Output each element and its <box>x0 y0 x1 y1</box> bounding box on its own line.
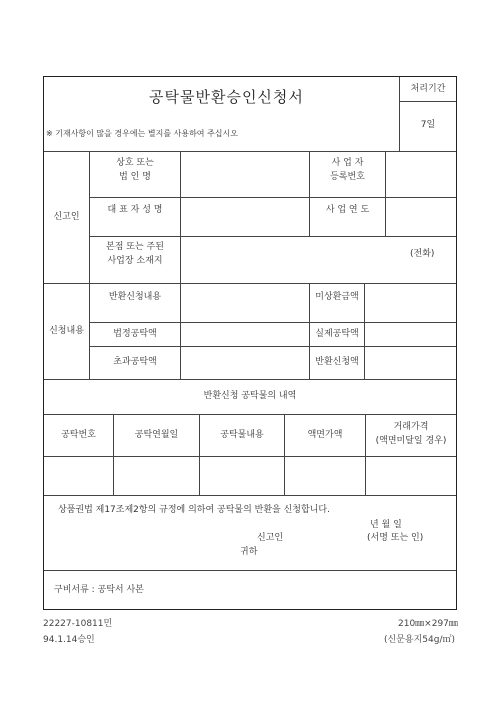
attachment-note: 구비서류 : 공탁서 사본 <box>54 585 144 595</box>
form-title: 공탁물반환승인신청서 <box>149 88 304 106</box>
biz-no-label-2: 등록번호 <box>330 172 365 182</box>
details-section-title: 반환신청 공탁물의 내역 <box>203 391 297 401</box>
form-note: ※ 기재사항이 많을 경우에는 별지를 사용하여 주십시오 <box>46 129 238 138</box>
form-number: 22227-10811민 <box>43 619 113 629</box>
col-deposit-no: 공탁번호 <box>61 430 96 440</box>
address-label-2: 사업장 소재지 <box>107 256 163 266</box>
declaration-statement: 상품권법 제17조제2항의 규정에 의하여 공탁물의 반환을 신청합니다. <box>58 505 330 515</box>
phone-label: (전화) <box>410 249 435 259</box>
excess-deposit-label: 초과공탁액 <box>113 357 157 367</box>
col-trade-price-1: 거래가격 <box>393 422 429 432</box>
unredeemed-amount-label: 미상환금액 <box>315 292 359 302</box>
declaration-recipient: 귀하 <box>240 547 258 557</box>
declaration-date: 년 월 일 <box>370 520 402 530</box>
refund-request-amount-label: 반환신청액 <box>315 357 359 367</box>
paper-type: (신문용지54g/㎡) <box>384 635 455 645</box>
approval-date: 94.1.14승인 <box>43 635 95 645</box>
declaration-applicant-label: 신고인 <box>257 533 284 543</box>
col-trade-price-2: (액면미달일 경우) <box>375 436 447 446</box>
actual-deposit-label: 실제공탁액 <box>315 329 359 339</box>
rep-name-label: 대 표 자 성 명 <box>107 205 163 215</box>
trade-name-label-2: 법 인 명 <box>119 172 151 182</box>
col-deposit-content: 공탁물내용 <box>220 430 264 440</box>
biz-no-label-1: 사 업 자 <box>331 158 364 168</box>
biz-year-label: 사 업 연 도 <box>325 205 370 215</box>
paper-size: 210㎜×297㎜ <box>398 619 458 629</box>
refund-request-content-label: 반환신청내용 <box>108 292 162 302</box>
statutory-deposit-label: 법정공탁액 <box>113 329 157 339</box>
applicant-section-label: 신고인 <box>53 212 80 222</box>
processing-period-label: 처리기간 <box>410 84 446 94</box>
declaration-sign-label: (서명 또는 인) <box>367 533 424 543</box>
processing-period-value: 7일 <box>420 120 436 130</box>
request-section-label: 신청내용 <box>49 326 84 336</box>
col-face-value: 액면가액 <box>307 430 343 440</box>
trade-name-label-1: 상호 또는 <box>116 158 154 168</box>
application-form <box>43 76 457 610</box>
address-label-1: 본점 또는 주된 <box>106 242 164 252</box>
col-deposit-date: 공탁연월일 <box>134 430 179 440</box>
